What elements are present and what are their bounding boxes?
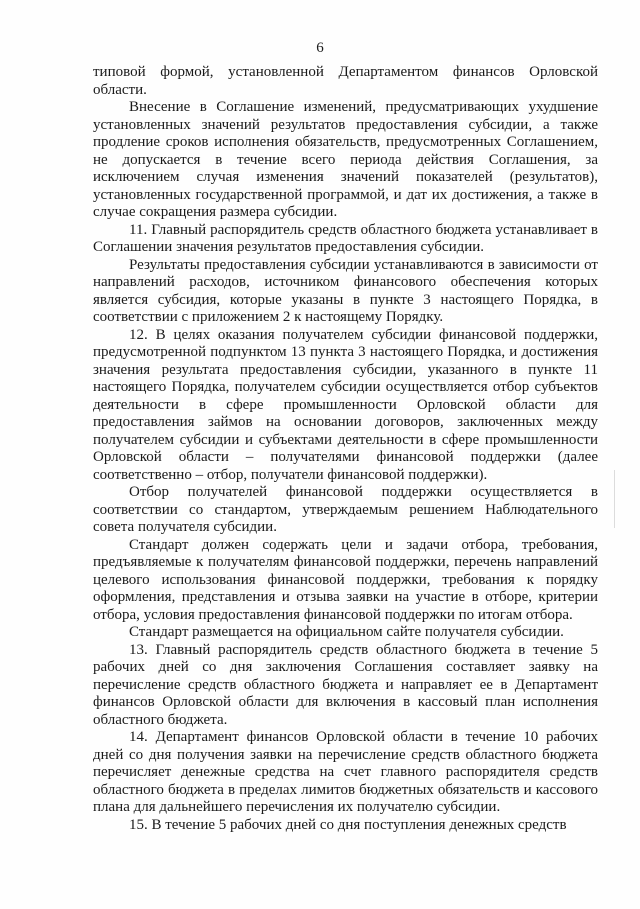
paragraph-standard-content: Стандарт должен содержать цели и задачи отбора, требования, предъявляемые к получателям финансовой поддержки, перечень направлений целевого использования финансовой поддержки, требования к порядку оформления, представления и отзыва заявки на участие в отборе, критерии отбора, условия предоставления финансовой поддержки по итогам отбора. xyxy=(93,536,598,623)
paragraph-subsidy-results: Результаты предоставления субсидии устанавливаются в зависимости от направлений расходов, источником финансового обеспечения которых является субсидия, которые указаны в пункте 3 настоящего Порядка, в соответствии с приложением 2 к настоящему Порядку. xyxy=(93,256,598,325)
paragraph-item-13: 13. Главный распорядитель средств областного бюджета в течение 5 рабочих дней со дня заключения Соглашения составляет заявку на перечисление средств областного бюджета и направляет ее в Департамент финансов Орловской области для включения в кассовый план исполнения областного бюджета. xyxy=(93,641,598,728)
paragraph-continuation: типовой формой, установленной Департаментом финансов Орловской области. xyxy=(93,64,598,98)
paragraph-item-15: 15. В течение 5 рабочих дней со дня поступления денежных средств xyxy=(129,816,567,833)
scan-margin-mark xyxy=(614,470,615,528)
paragraph-item-12: 12. В целях оказания получателем субсидии финансовой поддержки, предусмотренной подпунктом 13 пункта 3 настоящего Порядка, и достижения значения результата предоставления субсидии, указанного в пункте 11 настоящего Порядка, получателем субсидии осуществляется отбор субъектов деятельности в сфере промышленности Орловской области для предоставления займов на основании договоров, заключенных между получателем субсидии и субъектами деятельности в сфере промышленности Орловской области – получателями финансовой поддержки (далее соответственно – отбор, получатели финансовой поддержки). xyxy=(93,326,598,483)
paragraph-agreement-changes: Внесение в Соглашение изменений, предусматривающих ухудшение установленных значений результатов предоставления субсидии, а также продление сроков исполнения обязательств, предусмотренных Соглашением, не допускается в течение всего периода действия Соглашения, за исключением случая изменения значений показателей (результатов), установленных государственной программой, и дат их достижения, а также в случае сокращения размера субсидии. xyxy=(93,99,598,220)
paragraph-selection: Отбор получателей финансовой поддержки осуществляется в соответствии со стандартом, утверждаемым решением Наблюдательного совета получателя субсидии. xyxy=(93,484,598,535)
paragraph-item-11: 11. Главный распорядитель средств областного бюджета устанавливает в Соглашении значения результатов предоставления субсидии. xyxy=(93,221,598,255)
paragraph-item-14: 14. Департамент финансов Орловской области в течение 10 рабочих дней со дня получения заявки на перечисление средств областного бюджета перечисляет денежные средства на счет главного распорядителя средств областного бюджета в пределах лимитов бюджетных обязательств и кассового плана для дальнейшего перечисления их получателю субсидии. xyxy=(93,729,598,815)
document-body xyxy=(93,64,598,834)
paragraph-standard-publication: Стандарт размещается на официальном сайте получателя субсидии. xyxy=(129,624,564,640)
page-number: 6 xyxy=(316,40,324,56)
